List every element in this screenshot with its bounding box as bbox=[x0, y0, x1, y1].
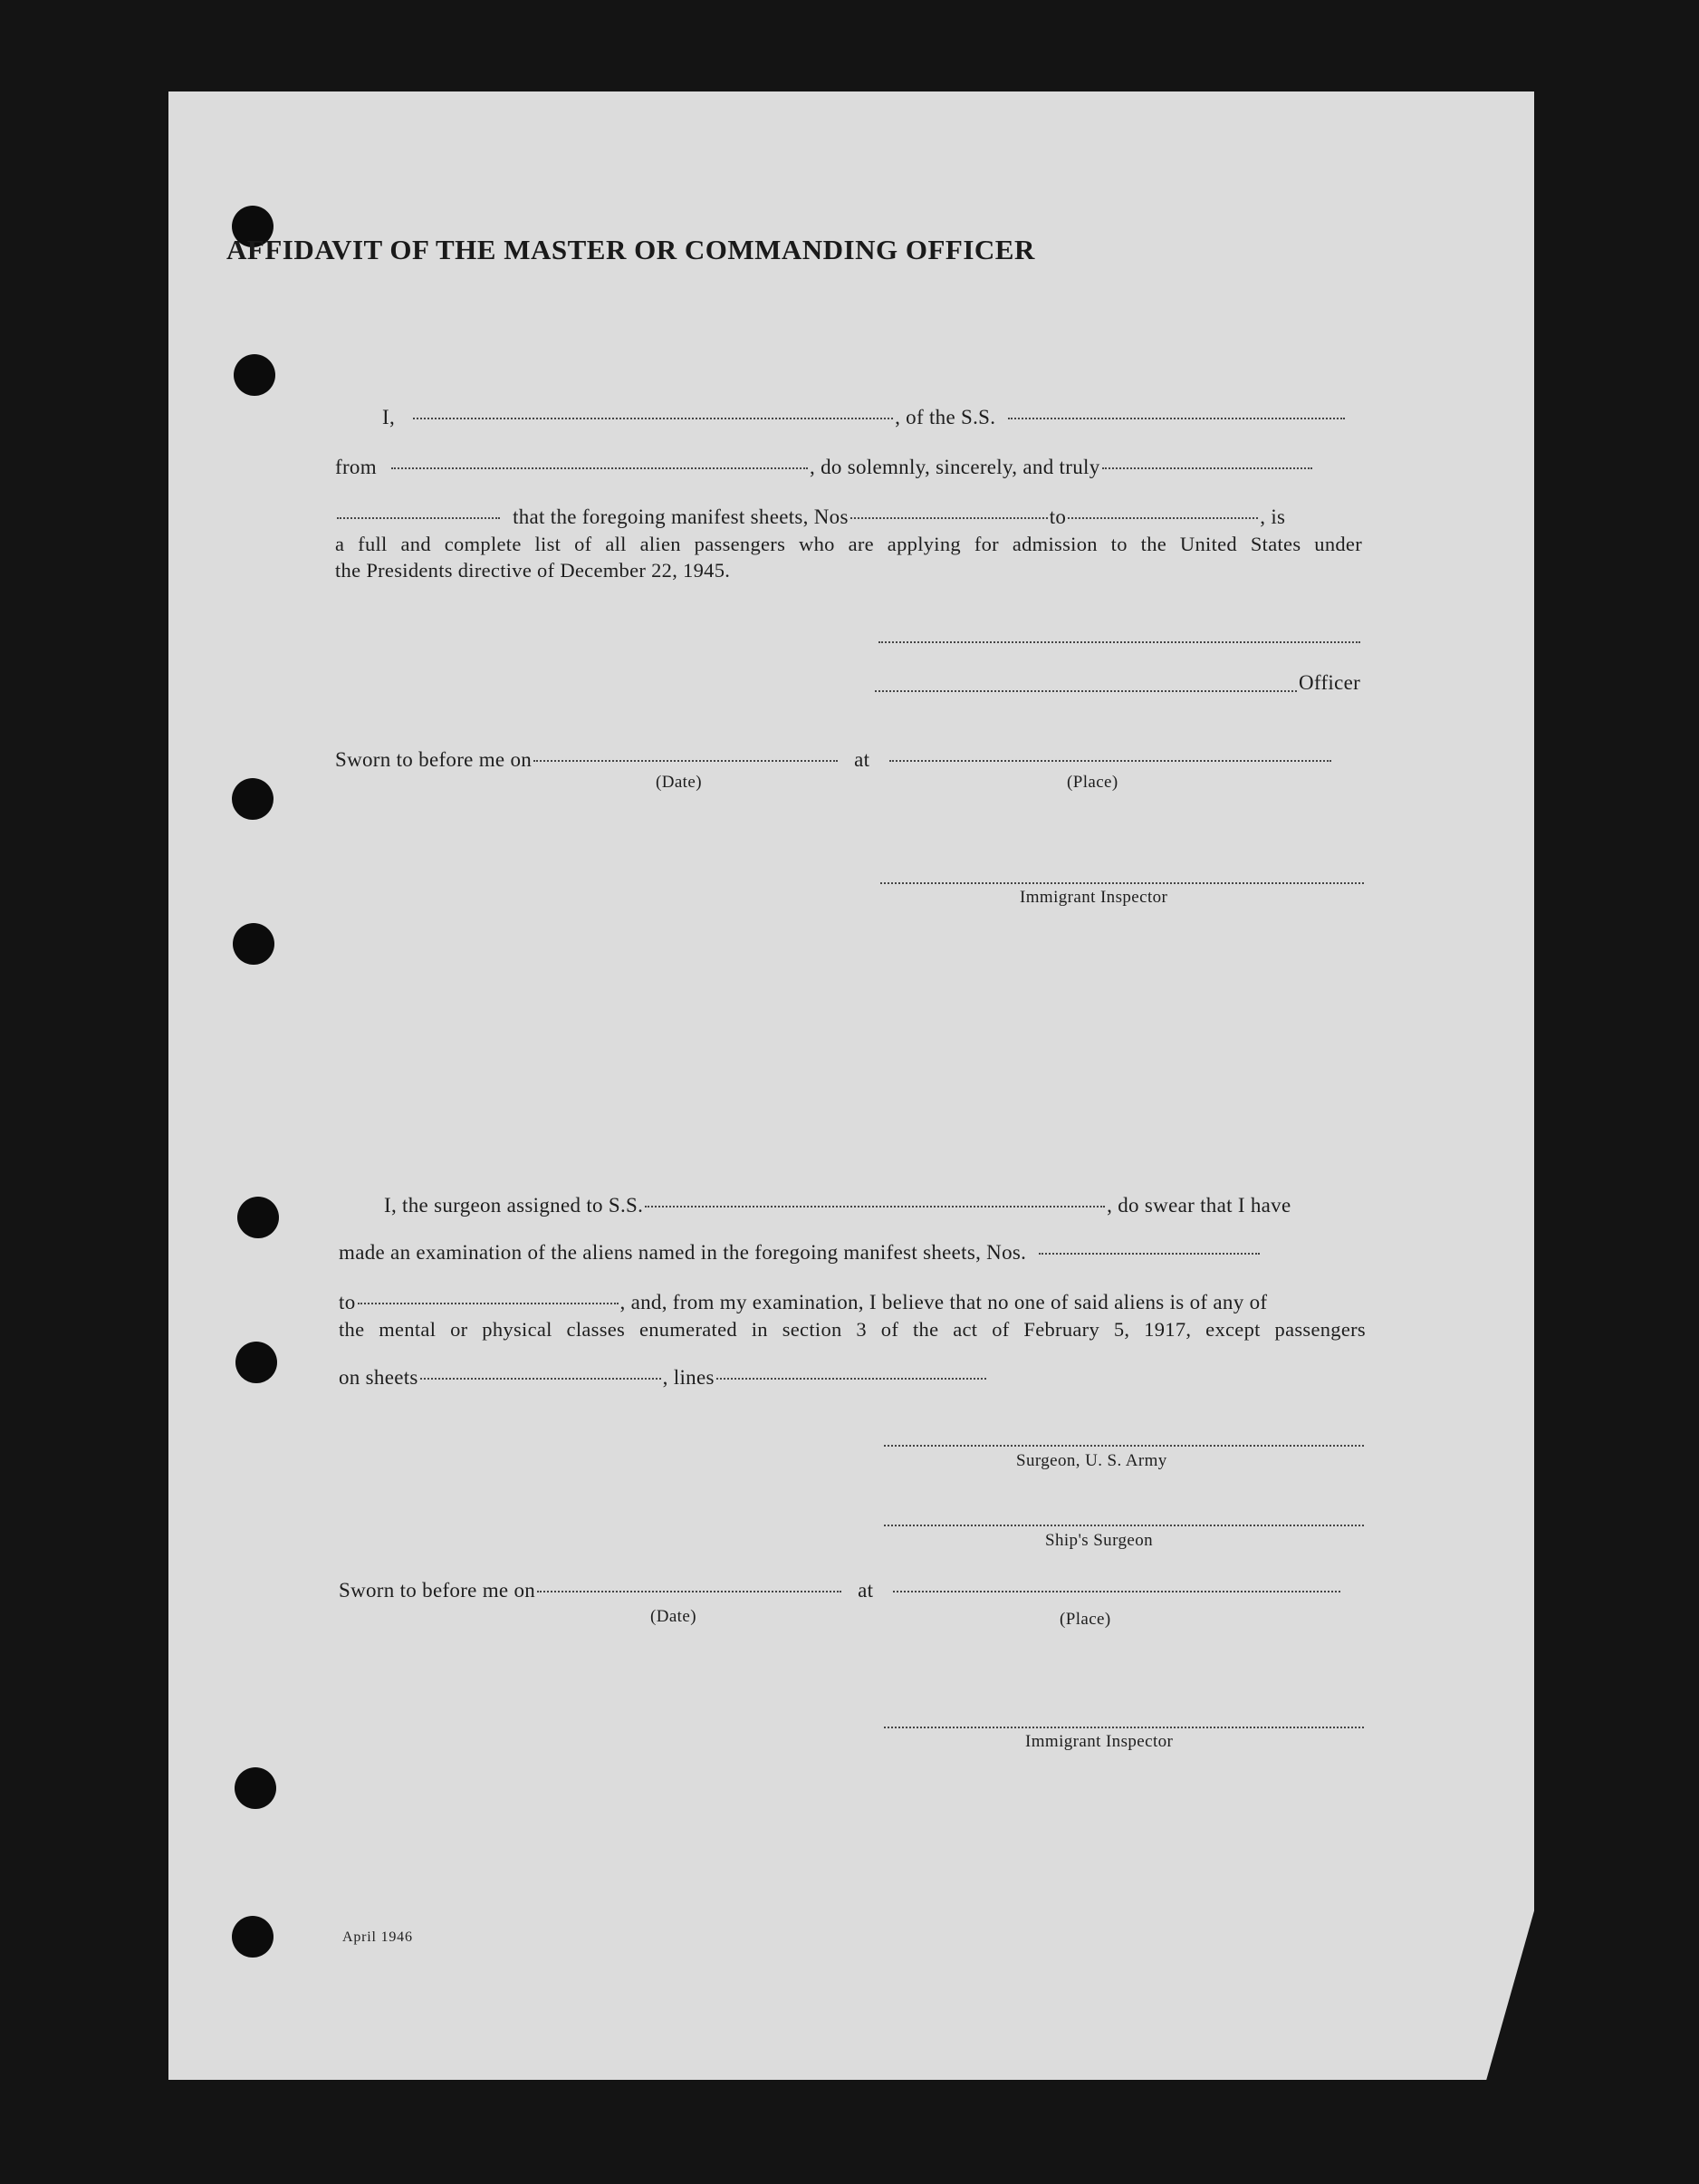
from-blank[interactable] bbox=[391, 467, 808, 469]
punch-hole bbox=[232, 1916, 274, 1958]
ship-surgeon-caption: Ship's Surgeon bbox=[1045, 1531, 1153, 1550]
sworn-line-1: Sworn to before me on at bbox=[335, 748, 1362, 772]
officer-label: Officer bbox=[1299, 671, 1361, 694]
inspector-caption-2: Immigrant Inspector bbox=[1025, 1732, 1174, 1751]
surgeon-line-2: made an examination of the aliens named in the foregoing manifest sheets, Nos. bbox=[339, 1241, 1366, 1265]
master-line-4: a full and complete list of all alien passengers who are applying for admission to the United States under bbox=[335, 533, 1362, 555]
signature-line[interactable] bbox=[878, 640, 1360, 643]
surgeon-line-1: I, the surgeon assigned to S.S. , do swear that I have bbox=[384, 1194, 1291, 1217]
sworn-date-blank[interactable] bbox=[533, 759, 838, 762]
master-line-2: from , do solemnly, sincerely, and truly bbox=[335, 456, 1362, 479]
place-caption: (Place) bbox=[1067, 773, 1118, 792]
punch-hole bbox=[235, 1767, 276, 1809]
surgeon-nos-blank[interactable] bbox=[1039, 1252, 1260, 1255]
surgeon-line-3: to , and, from my examination, I believe that no one of said aliens is of any of bbox=[339, 1291, 1268, 1313]
master-line-5: the Presidents directive of December 22, 1945. bbox=[335, 559, 731, 582]
officer-signature-line[interactable] bbox=[875, 689, 1297, 692]
form-date-footer: April 1946 bbox=[342, 1929, 413, 1945]
inspector-signature-line-2[interactable] bbox=[884, 1726, 1364, 1728]
name-blank[interactable] bbox=[413, 417, 893, 419]
surgeon-to-blank[interactable] bbox=[358, 1302, 619, 1304]
inspector-caption: Immigrant Inspector bbox=[1020, 888, 1168, 907]
punch-hole bbox=[232, 778, 274, 820]
sworn2-place-blank[interactable] bbox=[893, 1590, 1340, 1592]
army-surgeon-caption: Surgeon, U. S. Army bbox=[1016, 1451, 1167, 1470]
punch-hole bbox=[235, 1342, 277, 1383]
inspector-signature-line[interactable] bbox=[880, 881, 1364, 884]
form-title: AFFIDAVIT OF THE MASTER OR COMMANDING OFFICER bbox=[226, 234, 1035, 265]
sworn-line-2: Sworn to before me on at bbox=[339, 1579, 1366, 1602]
punch-hole bbox=[234, 354, 275, 396]
punch-hole bbox=[237, 1197, 279, 1238]
army-surgeon-signature-line[interactable] bbox=[884, 1444, 1364, 1447]
sworn2-date-blank[interactable] bbox=[537, 1590, 841, 1592]
ship-name-blank[interactable] bbox=[1008, 417, 1345, 419]
oath-blank[interactable] bbox=[1102, 467, 1312, 469]
lines-blank[interactable] bbox=[716, 1377, 986, 1380]
swear-affirm-blank[interactable] bbox=[337, 516, 500, 519]
ship-surgeon-signature-line[interactable] bbox=[884, 1524, 1364, 1526]
master-line-3: that the foregoing manifest sheets, Nos to , is bbox=[335, 505, 1362, 529]
place-caption-2: (Place) bbox=[1060, 1610, 1111, 1629]
surgeon-line-4: the mental or physical classes enumerated in section 3 of the act of February 5, 1917, except passengers bbox=[339, 1318, 1366, 1341]
punch-hole bbox=[233, 923, 274, 965]
sworn-place-blank[interactable] bbox=[889, 759, 1331, 762]
nos-from-blank[interactable] bbox=[850, 516, 1048, 519]
date-caption-2: (Date) bbox=[650, 1607, 696, 1626]
sheets-blank[interactable] bbox=[420, 1377, 661, 1380]
date-caption: (Date) bbox=[656, 773, 702, 792]
form-paper bbox=[168, 91, 1534, 2080]
surgeon-ship-blank[interactable] bbox=[645, 1205, 1105, 1207]
nos-to-blank[interactable] bbox=[1068, 516, 1258, 519]
master-line-1: I, , of the S.S. bbox=[335, 406, 1362, 429]
surgeon-line-5: on sheets , lines bbox=[339, 1366, 1366, 1390]
